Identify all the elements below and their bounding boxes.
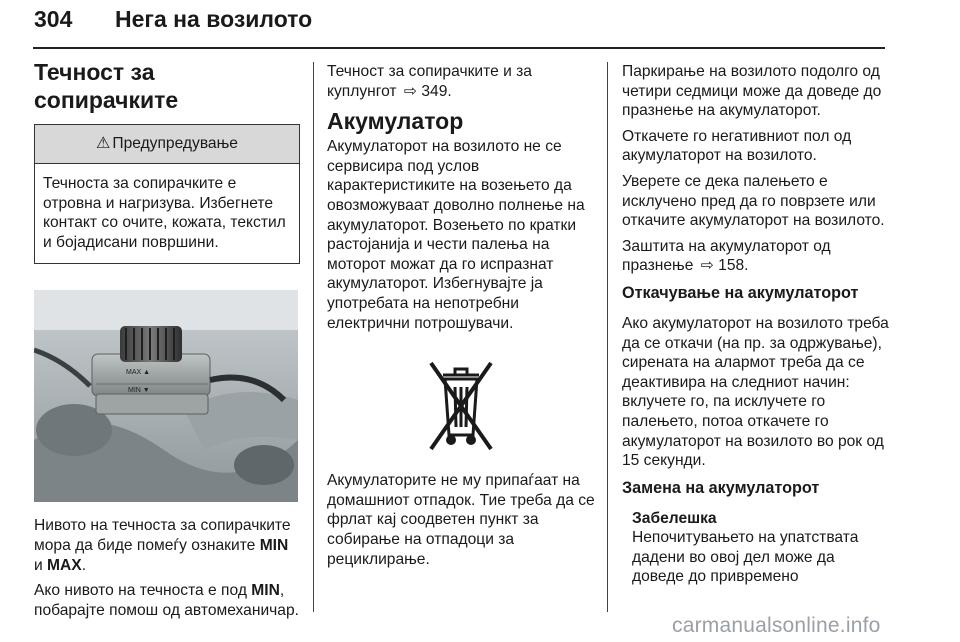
crossed-out-wheelie-bin-icon — [421, 355, 501, 455]
text-run: и — [34, 556, 48, 574]
page-number: 304 — [34, 6, 73, 32]
watermark: carmanualsonline.info — [672, 614, 881, 637]
min-label: MIN — [251, 582, 280, 600]
column-3 — [622, 62, 890, 587]
section-title-battery: Акумулатор — [327, 108, 464, 135]
battery-disconnect-paragraph: Ако акумулаторот на возилото треба да се откачи (на пр. за одржување), сирената на алармот треба да се деактивира на следниот начин: вклучете го, па исклучете го палењето, потоа откачете го акумулаторот на возилото во рок од 15 секунди. — [622, 314, 889, 470]
note-title: Забелешка — [632, 509, 717, 527]
negative-terminal-paragraph: Откачете го негативниот пол од акумулаторот на возилото. — [622, 127, 852, 165]
max-mark-label: MAX ▲ — [126, 369, 151, 377]
text-run: Заштита на акумулаторот од празнење — [622, 237, 831, 275]
max-label: MAX — [47, 556, 82, 574]
battery-paragraph: Акумулаторот на возилото не се сервисира под услов карактеристиките на возењето да овозможуваат доволно полнење на акумулаторот. Возењето по кратки растојанија и чести палења на моторот можат да го испразнат акумулаторот. Избегнувајте ја употребата на непотребни електрични потрошувачи. — [327, 138, 585, 332]
min-label: MIN — [259, 536, 289, 554]
column-divider — [313, 62, 314, 612]
warning-label: Предупредување — [112, 135, 238, 153]
text-run: Ако нивото на течноста е под — [34, 582, 252, 600]
clutch-fluid-reference — [327, 62, 595, 101]
note-box — [622, 509, 890, 587]
parking-paragraph: Паркирање на возилото подолго од четири седмици може да доведе до празнење на акумулаторот. — [622, 63, 882, 120]
text-run: , побарајте помош од автомеханичар. — [34, 582, 299, 619]
column-2 — [327, 62, 595, 575]
warning-triangle-icon: ⚠ — [96, 135, 111, 153]
page-reference[interactable]: 349. — [421, 82, 452, 100]
subheading-battery-disconnect: Откачување на акумулаторот — [622, 283, 859, 302]
ignition-paragraph: Уверете се дека палењето е исклучено пред да го поврзете или откачите акумулаторот на возилото. — [622, 172, 885, 230]
text-run: Нивото на течноста за сопирачките мора да биде помеѓу ознаките — [34, 517, 291, 554]
min-mark-label: MIN ▼ — [128, 387, 150, 395]
battery-disposal-paragraph: Акумулаторите не му припаѓаат на домашниот отпадок. Тие треба да се фрлат кај соодветен пункт за собирање на отпадоци за рециклирање. — [327, 472, 595, 568]
text-run: Течност за сопирачките и за куплунгот — [327, 63, 532, 100]
note-text: Непочитувањето на упатствата дадени во овој дел може да доведе до привремено — [632, 529, 859, 586]
column-1 — [34, 58, 300, 626]
section-title-brake-fluid: Течност за сопирачките — [34, 59, 179, 113]
warning-box — [34, 124, 300, 264]
brake-fluid-level-text — [34, 516, 300, 575]
reference-arrow-icon: ⇨ — [700, 257, 714, 275]
brake-fluid-low-text — [34, 581, 300, 620]
subheading-battery-replacement: Замена на акумулаторот — [622, 478, 820, 497]
page-reference[interactable]: 158. — [718, 257, 749, 275]
reference-arrow-icon: ⇨ — [403, 82, 417, 100]
warning-header — [35, 125, 299, 164]
battery-protection-reference — [622, 237, 890, 276]
warning-text: Течноста за сопирачките е отровна и нагризува. Избегнете контакт со очите, кожата, текстил и бојадисани површини. — [43, 175, 286, 251]
text-run: . — [81, 556, 87, 574]
column-divider — [607, 62, 608, 612]
header-rule — [33, 47, 885, 49]
chapter-title: Нега на возилото — [115, 6, 313, 32]
brake-fluid-reservoir-photo — [34, 290, 298, 502]
